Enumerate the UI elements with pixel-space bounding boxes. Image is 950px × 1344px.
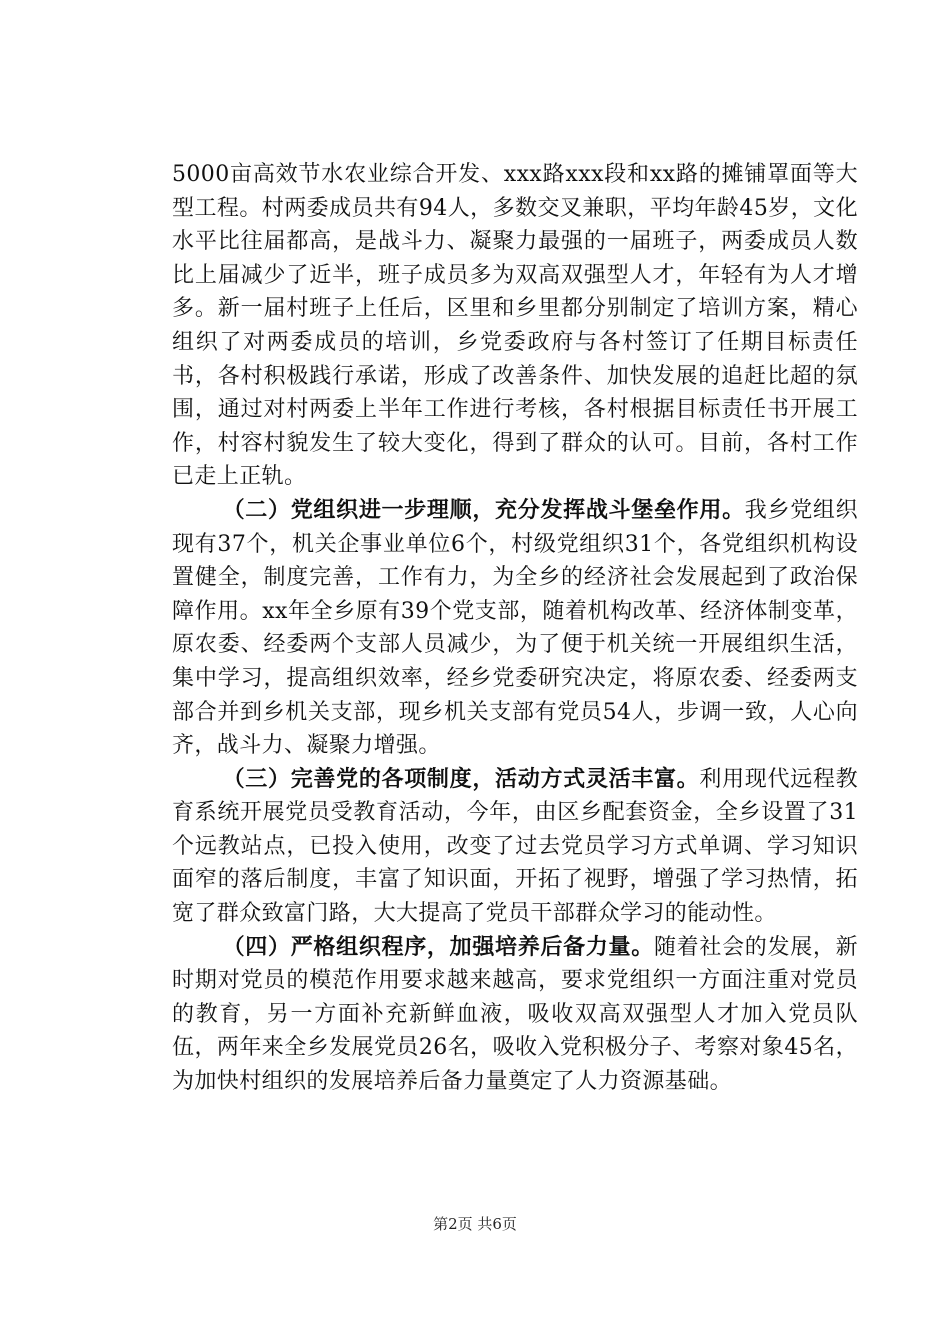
paragraph-3-text: 利用现代远程教育系统开展党员受教育活动，今年，由区乡配套资金，全乡设置了31个远教站点，已投入使用，改变了过去党员学习方式单调、学习知识面窄的落后制度，丰富了知识面，开拓了视野，增强了学习热情，拓宽了群众致富门路，大大提高了党员干部群众学习的能动性。 bbox=[172, 766, 858, 927]
document-body bbox=[172, 158, 858, 1099]
paragraph-2-text: 我乡党组织现有37个，机关企事业单位6个，村级党组织31个，各党组织机构设置健全，制度完善，工作有力，为全乡的经济社会发展起到了政治保障作用。xx年全乡原有39个党支部，随着机构改革、经济体制变革，原农委、经委两个支部人员减少，为了便于机关统一开展组织生活，集中学习，提高组织效率，经乡党委研究决定，将原农委、经委两支部合并到乡机关支部，现乡机关支部有党员54人，步调一致，人心向齐，战斗力、凝聚力增强。 bbox=[172, 497, 858, 759]
paragraph-1-text: 5000亩高效节水农业综合开发、xxx路xxx段和xx路的摊铺罩面等大型工程。村两委成员共有94人，多数交叉兼职，平均年龄45岁，文化水平比往届都高，是战斗力、凝聚力最强的一届班子，两委成员人数比上届减少了近半，班子成员多为双高双强型人才，年轻有为人才增多。新一届村班子上任后，区里和乡里都分别制定了培训方案，精心组织了对两委成员的培训，乡党委政府与各村签订了任期目标责任书，各村积极践行承诺，形成了改善条件、加快发展的追赶比超的氛围，通过对村两委上半年工作进行考核，各村根据目标责任书开展工作，村容村貌发生了较大变化，得到了群众的认可。目前，各村工作已走上正轨。 bbox=[172, 162, 858, 490]
paragraph-2-heading: （二）党组织进一步理顺，充分发挥战斗堡垒作用。 bbox=[222, 497, 745, 523]
paragraph-3-heading: （三）完善党的各项制度，活动方式灵活丰富。 bbox=[222, 766, 700, 792]
paragraph-3 bbox=[172, 763, 858, 931]
paragraph-2 bbox=[172, 494, 858, 763]
paragraph-4-heading: （四）严格组织程序，加强培养后备力量。 bbox=[222, 934, 654, 960]
paragraph-1 bbox=[172, 158, 858, 494]
paragraph-4-text: 随着社会的发展，新时期对党员的模范作用要求越来越高，要求党组织一方面注重对党员的教育，另一方面补充新鲜血液，吸收双高双强型人才加入党员队伍，两年来全乡发展党员26名，吸收入党积极分子、考察对象45名，为加快村组织的发展培养后备力量奠定了人力资源基础。 bbox=[172, 934, 858, 1095]
paragraph-4 bbox=[172, 931, 858, 1099]
page-footer: 第2页 共6页 bbox=[433, 1215, 517, 1233]
